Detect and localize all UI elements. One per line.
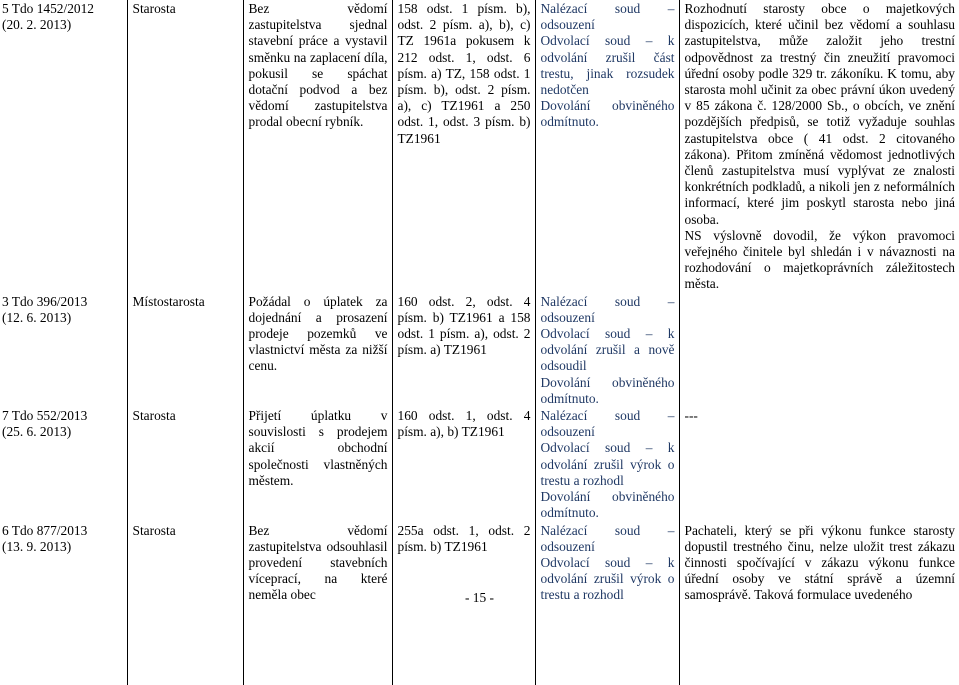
legal-provisions-cell: 158 odst. 1 písm. b), odst. 2 písm. a), b), c) TZ 1961a pokusem k 212 odst. 1, odst. 6 písm. a) TZ, 158 odst. 1 písm. b), odst. 2 písm. a), c) TZ1961 a 250 odst. 1, odst. 3 písm. b) TZ1961	[392, 0, 535, 293]
legal-note-cell	[679, 293, 959, 407]
offender-role-cell: Starosta	[127, 407, 243, 521]
court-outcome-line: Nalézací soud – odsouzení	[540, 293, 675, 325]
page-footer	[0, 590, 959, 606]
offender-role-cell: Místostarosta	[127, 293, 243, 407]
court-outcome-cell	[535, 0, 679, 293]
court-outcome-line: Odvolací soud – k odvolání zrušil výrok o trestu a rozhodl	[540, 554, 675, 603]
page-number: - 15 -	[464, 590, 494, 605]
offender-role-cell: Starosta	[127, 0, 243, 293]
court-outcome-line: Dovolání obviněného odmítnuto.	[540, 374, 675, 406]
court-outcome-line: Odvolací soud – k odvolání zrušil výrok o trestu a rozhodl	[540, 440, 675, 488]
court-outcome-line: Nalézací soud – odsouzení	[540, 1, 675, 33]
offender-role-cell: Starosta	[127, 522, 243, 685]
conduct-description-cell: Přijetí úplatku v souvislosti s prodejem akcií obchodní společnosti vlastněných městem.	[243, 407, 392, 521]
legal-note-paragraph: ---	[684, 408, 698, 424]
court-outcome-cell	[535, 293, 679, 407]
case-number: 5 Tdo 1452/2012	[2, 1, 95, 16]
case-date: (20. 2. 2013)	[2, 17, 72, 33]
court-outcome-line: Odvolací soud – k odvolání zrušil část trestu, jinak rozsudek nedotčen	[540, 33, 675, 98]
conduct-description-cell: Požádal o úplatek za dojednání a prosazení prodeje pozemků ve vlastnictví města za nižší cenu.	[243, 293, 392, 407]
table-row	[0, 0, 959, 293]
court-outcome-line: Odvolací soud – k odvolání zrušil a nově odsoudil	[540, 326, 675, 374]
court-outcome-line: Dovolání obviněného odmítnuto.	[540, 98, 675, 130]
case-date: (12. 6. 2013)	[2, 309, 72, 325]
legal-provisions-cell: 160 odst. 1, odst. 4 písm. a), b) TZ1961	[392, 407, 535, 521]
case-number: 3 Tdo 396/2013	[2, 293, 88, 309]
legal-provisions-cell: 160 odst. 2, odst. 4 písm. b) TZ1961 a 158 odst. 1 písm. a), odst. 2 písm. a) TZ1961	[392, 293, 535, 407]
case-reference-cell	[0, 407, 127, 521]
table-row	[0, 293, 959, 407]
case-number: 7 Tdo 552/2013	[2, 408, 88, 424]
legal-note-cell	[679, 407, 959, 521]
table-row	[0, 407, 959, 521]
court-outcome-cell	[535, 407, 679, 521]
case-date: (13. 9. 2013)	[2, 538, 72, 554]
legal-note-paragraph: Rozhodnutí starosty obce o majetkových dispozicích, které učinil bez vědomí a souhlasu zastupitelstva, může založit jeho trestní odpovědnost za trestný čin zneužití pravomoci úřední osoby podle 329 tr. zákoníku. K tomu, aby starosta mohl učinit za obec právní úkon uvedený v 85 zákona č. 128/2000 Sb., o obcích, ve znění pozdějších předpisů, se totiž vyžaduje souhlas zastupitelstva obce ( 41 odst. 2 citovaného zákona). Přitom zmíněná vědomost jednotlivých členů zastupitelstva musí vyplývat ze znalosti konkrétních podkladů, a nikoli jen z neformálních informací, které jim poskytl starosta nebo jiná osoba.	[684, 1, 955, 227]
legal-provisions-cell: 255a odst. 1, odst. 2 písm. b) TZ1961	[392, 522, 535, 685]
court-outcome-line: Dovolání obviněného odmítnuto.	[540, 489, 675, 521]
conduct-description-cell: Bez vědomí zastupitelstva odsouhlasil provedení stavebních víceprací, na které neměla obec	[243, 522, 392, 685]
case-reference-cell	[0, 0, 127, 293]
case-date: (25. 6. 2013)	[2, 424, 72, 440]
legal-note-paragraph: Pachateli, který se při výkonu funkce starosty dopustil trestného činu, nelze uložit trest zákazu činnosti spočívající v zákazu výkonu funkce úřední osoby ve státní správě a územní samosprávě. Taková formulace uvedeného	[684, 522, 955, 603]
court-outcome-line: Nalézací soud – odsouzení	[540, 522, 675, 554]
legal-note-cell	[679, 0, 959, 293]
case-reference-cell	[0, 293, 127, 407]
legal-note-paragraph: NS výslovně dovodil, že výkon pravomoci veřejného činitele byl shledán i v návaznosti na rozhodování o majetkoprávních záležitostech města.	[684, 227, 955, 292]
case-number: 6 Tdo 877/2013	[2, 522, 88, 538]
court-outcome-line: Nalézací soud – odsouzení	[540, 408, 675, 440]
conduct-description-cell: Bez vědomí zastupitelstva sjednal stavební práce a vystavil směnku na zaplacení díla, pokusil se spáchat dotační podvod a bez vědomí zastupitelstva prodal obecní rybník.	[243, 0, 392, 293]
